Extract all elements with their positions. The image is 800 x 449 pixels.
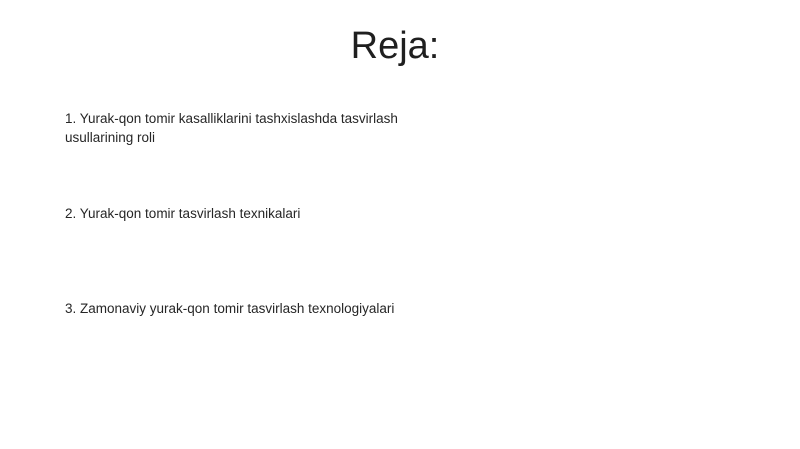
plan-item-1: 1. Yurak-qon tomir kasalliklarini tashxislashda tasvirlash usullarining roli bbox=[65, 111, 398, 145]
plan-item-2: 2. Yurak-qon tomir tasvirlash texnikalari bbox=[65, 206, 301, 221]
plan-item-3: 3. Zamonaviy yurak-qon tomir tasvirlash texnologiyalari bbox=[65, 301, 395, 316]
slide-title: Reja: bbox=[350, 25, 440, 67]
